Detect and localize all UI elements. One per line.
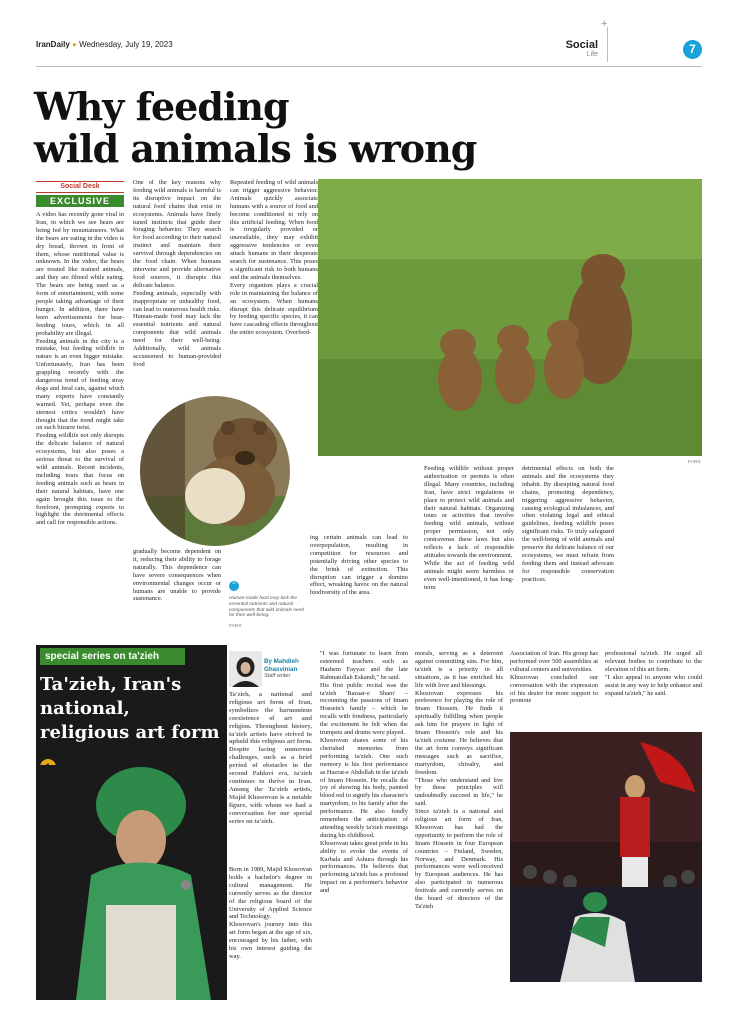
tazieh-performance-photo <box>510 732 702 982</box>
byline-name: By Mahdieh Ghasvinian <box>264 658 299 673</box>
tazieh-column-4: Association of Iran. His group has performed over 500 assemblies at cultural centers and universities. Khosrovan concluded our conversation with the expression of his desire for more support to promote <box>510 650 598 705</box>
headline <box>34 86 476 170</box>
desk-label: Social Desk <box>36 181 124 193</box>
camera-icon: ^ <box>229 581 239 591</box>
inset-credit: FARS <box>229 624 242 629</box>
tazieh-column-5: professional ta'zieh. He urged all relevant bodies to contribute to the elevation of this art form. "I also appeal to anyone who could assist in any way to help enhance and expand ta'zieh," he said. <box>605 650 702 697</box>
subsection-title: Life <box>586 51 598 58</box>
article1-column-3-bottom: ing certain animals can lead to overpopulation, resulting in competition for resources and potentially driving other species to the brink of extinction. This disruption can trigger a domino effect, wreaking havoc on the natural biodiversity of the area. <box>310 534 408 597</box>
inset-bear-photo <box>140 396 290 546</box>
header-rule <box>36 66 702 67</box>
byline <box>264 658 314 679</box>
gold-dot: ● <box>72 40 77 49</box>
tazieh-lead: Ta'zieh, a national and religious art form of Iran, symbolizes the harmonious coexistence of art and religion. Throughout history, ta'zieh artists have strived to uphold this religious art form. Despite facing numerous challenges, such as a brief period of obstacles in the second Pahlavi era, ta'zieh continues to thrive in Iran. Among the Ta'zieh artists, Majid Khosrovan is a notable figure, with whom we had a conversation for our special series on ta'zieh. <box>229 691 312 825</box>
article1-column-2-top: One of the key reasons why feeding wild animals is harmful is its disruptive impact on the natural food chains that exist in ecosystems. Animals have finely tuned instincts that guide their foraging behavior. They search for food according to their natural instinct and maintain their survival through dependencies on the food chain. When humans intervene and provide alternative food sources, it disrupts this delicate balance. Feeding animals, especially with inappropriate or unhealthy food, can lead to numerous health risks. Human-made food may lack the essential nutrients and natural components that wild animals need for their well-being. Additionally, wild animals accustomed to human-provided food <box>133 179 221 368</box>
page-number: 7 <box>689 42 696 56</box>
tazieh-column-2: "I was fortunate to learn from esteemed teachers such as Hashem Fayyaz and the late Rahmatollah Eskandi," he said. His first public recital was the ta'zieh 'Bazaar-e Sham' – recounting the passions of Imam Hossein's family – which he recalls with fondness, particularly the excitement he felt when the trumpets and drums were played. Khosrovan shares some of his cherished memories from performing ta'zieh. One such memory is his first performance as Hazrat-e Abdollah in the ta'zieh of Imam Hossein. He recalls the joy of showing his body, painted blood red to signify his character's martyrdom, to his family after the performance. He also fondly remembers the anticipation of attending weekly ta'zieh meetings during his childhood. Khosrovan takes great pride in his ability to evoke the events of Karbala and Ashura through his performances. He believes that performing ta'zieh has a profound impact on a performer's behavior and <box>320 650 408 895</box>
header-divider <box>607 27 608 62</box>
section-title: Social <box>565 39 598 51</box>
tazieh-column-3: morals, serving as a deterrent against committing sins. For him, ta'zieh is a priority in all situations, as it has enriched his life with love and blessings. Khosrovan expresses his preference for playing the role of Imam Hossein. He finds it spiritually fulfilling when people ask him for prayers in light of Imam Hossein's role and his ta'zieh costume. He believes that the art form conveys significant messages such as sacrifice, martyrdom, chivalry, and freedom. "Those who understand and live by these principles will undoubtedly succeed in life," he said. Since ta'zieh is a national and religious art form of Iran, Khosrovan has had the opportunity to perform the role of Imam Hossein in four European countries – Finland, Sweden, Norway, and Denmark. His performances were well-received by European audiences. He has also participated in numerous festivals and currently serves on the board of directors of the Ta'zieh <box>415 650 503 910</box>
headline-line-2: wild animals is wrong <box>34 126 477 171</box>
exclusive-badge: EXCLUSIVE <box>36 195 124 207</box>
author-avatar <box>229 651 262 687</box>
byline-role: Staff writer <box>264 673 291 679</box>
article1-column-4: Feeding wildlife without proper authorization or permits is often illegal. Many countries, including Iran, have strict regulations in place to protect wild animals and their natural habitats. Organizing tours or activities that involve feeding wild animals, without proper permission, not only contravenes these laws but also reflects a lack of responsible attitudes towards the environment. While the act of feeding wild animals might seem harmless or even well-intentioned, it has long-term <box>424 465 514 591</box>
article1-column-5: detrimental effects on both the animals and the ecosystems they inhabit. By disrupting natural food chains, promoting dependency, triggering aggressive behavior, causing ecological imbalances, and often violating legal and ethical guidelines, feeding wildlife poses significant risks. To truly safeguard the well-being of wild animals and preserve the delicate balance of our ecosystems, we must refrain from feeding them and instead advocate for responsible conservation practices. <box>522 465 614 583</box>
article1-column-3-top: Repeated feeding of wild animals can trigger aggressive behavior. Animals quickly associate humans with a source of food and become conditioned to rely on this artificial feeding. When food is irregularly provided or unavailable, they may exhibit aggressive tendencies or even attack humans in their desperate search for sustenance. This poses a significant risk to both humans and the animals themselves. Every organism plays a crucial role in maintaining the balance of an ecosystem. When humans disrupt this delicate equilibrium by feeding specific species, it can have cascading effects throughout the entire ecosystem. Overfeed- <box>230 179 318 337</box>
page-number-badge <box>683 40 702 59</box>
tazieh-column-1-body: Born in 1989, Majid Khosrovan holds a bachelor's degree in cultural management. He currently serves as the director of the religious board of the University of Applied Science and Technology. Khosrovan's journey into this art form began at the age of six, encouraged by his father, with his own interest guiding the way. <box>229 866 312 960</box>
photo-credit: FARS <box>688 460 701 465</box>
masthead <box>36 40 173 49</box>
series-label: special series on ta'zieh <box>40 648 185 665</box>
paper-name: IranDaily <box>36 40 70 49</box>
headline-line-1: Why feeding <box>34 84 289 129</box>
issue-date: Wednesday, July 19, 2023 <box>79 40 173 49</box>
section-label <box>560 39 598 58</box>
plus-mark: + <box>601 18 608 30</box>
performer-photo <box>36 765 227 1000</box>
inset-caption: Human-made food may lack the essential nutrients and natural components that wild animals need for their well-being. <box>229 596 304 619</box>
article1-column-1: A video has recently gone viral in Iran, in which we see bears are being fed by mountaineers. What the bears are eating in the video is dry bread, thrown in front of them, whose nutritional value is unknown. In the video, the bears are treated like trained animals, and they are filmed while eating. The bears are being used as a form of entertainment, with some people taking advantage of their hunger. In addition, there have been advertisements for bear-feeding tours, which in all probability are illegal. Feeding animals in the city is a mistake, but feeding wildlife in nature is an even bigger mistake. Unfortunately, Iran has been grappling recently with the dangerous trend of feeding stray dogs and feral cats, against which many experts have constantly warned. Yet, perhaps even the sternest critics wouldn't have thought that the trend might take on such bizarre twist. Feeding wildlife not only disrupts the delicate balance of natural ecosystems, but also poses a serious threat to the survival of wild animals. Recent incidents, including tours that focus on feeding animals such as bears in their natural habitats, have one again brought this issue to the forefront, prompting experts to highlight the detrimental effects and call for responsible actions. <box>36 211 124 527</box>
article1-column-2-bottom: gradually become dependent on it, reducing their ability to forage naturally. This dependence can have severe consequences when environmental changes occur or humans are unable to provide sustenance. <box>133 548 221 603</box>
main-bear-photo <box>318 179 702 456</box>
tazieh-headline: Ta'zieh, Iran's national, religious art form <box>40 674 220 743</box>
